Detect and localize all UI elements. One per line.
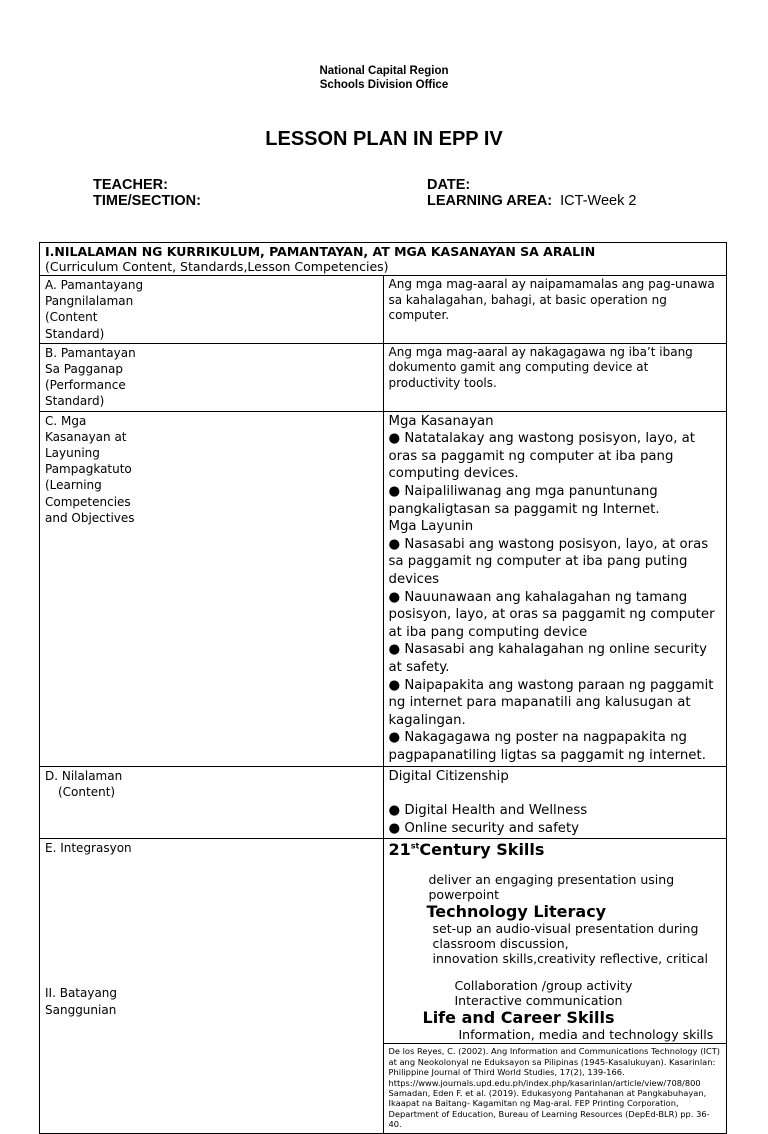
section-header-row <box>40 243 727 276</box>
page-title: LESSON PLAN IN EPP IV <box>265 128 503 150</box>
learning-area-label: LEARNING AREA: <box>427 193 553 209</box>
list-item: ● Online security and safety <box>388 820 580 836</box>
content-standard-text: Ang mga mag-aaral ay naipamamalas ang pag-unawa sa kahalagahan, bahagi, at basic operation ng computer. <box>383 276 727 344</box>
tech-literacy-heading: Technology Literacy <box>426 902 607 922</box>
section1-subtitle: (Curriculum Content, Standards,Lesson Competencies) <box>45 259 389 274</box>
teacher-label: TEACHER: <box>93 177 168 193</box>
content-standard-label: A. Pamantayang Pangnilalaman (Content Standard) <box>40 276 384 344</box>
century-skill-line: deliver an engaging presentation using powerpoint <box>428 872 675 903</box>
life-career-line: Information, media and technology skills <box>458 1027 714 1043</box>
list-item: ● Nasasabi ang wastong posisyon, layo, at oras sa paggamit ng computer at iba pang puting devices <box>388 536 709 587</box>
skills-heading: Mga Kasanayan <box>388 413 494 429</box>
content-row <box>40 766 727 839</box>
performance-standard-row <box>40 343 727 411</box>
learning-area <box>427 193 636 209</box>
integration-cell <box>383 839 727 1133</box>
reference-item: Department of Education, Bureau of Learning Resources (DepEd-BLR) pp. 36-40. <box>388 1108 710 1130</box>
performance-standard-label: B. Pamantayan Sa Pagganap (Performance Standard) <box>40 343 384 411</box>
list-item: ● Digital Health and Wellness <box>388 803 588 819</box>
century-skills-heading: 21stCentury Skills <box>388 840 545 860</box>
references-text <box>384 1043 727 1132</box>
competencies-label: C. Mga Kasanayan at Layuning Pampagkatuto (Learning Competencies and Objectives <box>40 411 384 766</box>
list-item: ● Naipaliliwanag ang mga panuntunang pangkaligtasan sa paggamit ng Internet. <box>388 484 660 517</box>
performance-standard-text: Ang mga mag-aaral ay nakagagawa ng iba’t ibang dokumento gamit ang computing device at productivity tools. <box>383 343 727 411</box>
reference-item: Samadan, Eden F. et al. (2019). Edukasyong Pantahanan at Pangkabuhayan, Ikaapat na Baitang- Kagamitan ng Mag-aral. FEP Printing Corporation, <box>388 1087 707 1109</box>
tech-line-2: innovation skills,creativity reflective, critical <box>432 951 708 967</box>
tech-line-1: set-up an audio-visual presentation during classroom discussion, <box>432 921 699 952</box>
date-label: DATE: <box>427 177 471 193</box>
section1-title: I.NILALAMAN NG KURRIKULUM, PAMANTAYAN, AT MGA KASANAYAN SA ARALIN <box>45 244 596 259</box>
list-item: ● Nauunawaan ang kahalagahan ng tamang posisyon, layo, at oras sa paggamit ng computer at iba pang computing device <box>388 589 715 640</box>
objectives-heading: Mga Layunin <box>388 519 474 535</box>
collab-line-2: Interactive communication <box>454 993 623 1009</box>
content-standard-row <box>40 276 727 344</box>
region-name: National Capital Region <box>319 65 449 77</box>
content-label: D. Nilalaman (Content) <box>40 766 384 839</box>
content-cell <box>383 766 727 839</box>
list-item: ● Natatalakay ang wastong posisyon, layo, at oras sa paggamit ng computer at iba pang computing devices. <box>388 431 696 482</box>
reference-item: De los Reyes, C. (2002). Ang Information and Communications Technology (ICT) at ang Neokolonyal ne Eduksayon sa Pilipinas (1945-Kasalukuyan). Kasarinlan: Philippine Journal of Third World Studies, 17(2), 139-166. <box>388 1046 721 1078</box>
integration-row <box>40 839 727 1133</box>
time-section-label: TIME/SECTION: <box>93 193 201 209</box>
competencies-row <box>40 411 727 766</box>
section1-cell <box>40 243 727 276</box>
list-item: ● Nakagagawa ng poster na nagpapakita ng pagpapanatiling ligtas sa paggamit ng internet. <box>388 730 706 763</box>
document-header <box>0 64 768 92</box>
content-topic: Digital Citizenship <box>388 768 509 784</box>
reference-item: https://www.journals.upd.edu.ph/index.php/kasarinlan/article/view/708/800 <box>388 1077 701 1088</box>
office-name: Schools Division Office <box>319 79 449 91</box>
competencies-content <box>383 411 727 766</box>
list-item: ● Nasasabi ang kahalagahan ng online security at safety. <box>388 642 708 675</box>
collab-line-1: Collaboration /group activity <box>454 978 633 994</box>
lesson-plan-table <box>39 242 727 1134</box>
integration-label: E. Integrasyon II. Batayang Sanggunian <box>40 839 384 1133</box>
learning-area-value: ICT-Week 2 <box>560 193 637 209</box>
life-career-heading: Life and Career Skills <box>422 1008 615 1028</box>
list-item: ● Naipapakita ang wastong paraan ng paggamit ng internet para mapanatili ang kalusugan at kagalingan. <box>388 677 714 728</box>
references-label: II. Batayang Sanggunian <box>45 986 118 1017</box>
